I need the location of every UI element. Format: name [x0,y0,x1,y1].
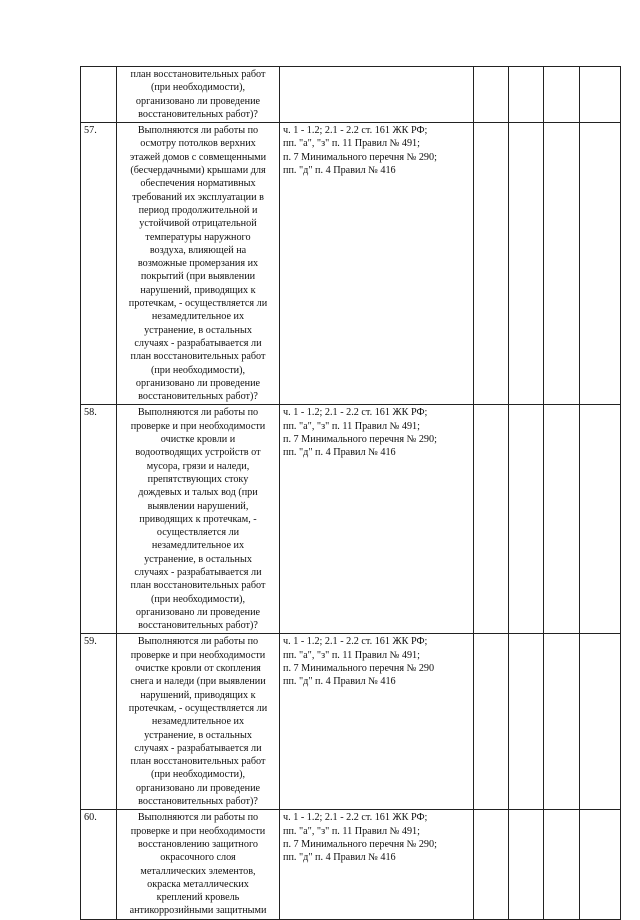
text-line: температуры наружного [145,231,251,243]
answer-cell-not-applicable[interactable] [544,405,580,634]
text-line: требований их эксплуатации в [132,191,264,203]
text-line: металлических элементов, [140,865,256,877]
text-line: Выполняются ли работы по [137,636,259,648]
answer-cell-yes[interactable] [474,405,509,634]
text-line: протечкам, - осуществляется ли [128,702,268,714]
text-line: пп. "а", "з" п. 11 Правил № 491; [283,825,420,837]
text-line: восстановительных работ)? [138,796,258,808]
text-line: Выполняются ли работы по [137,125,259,137]
text-line: окраска металлических [147,878,249,890]
table-row [81,123,621,405]
text-line: антикоррозийными защитными [129,905,267,917]
text-line: незамедлительное их [151,540,245,552]
text-line: устранение, в остальных [144,553,252,565]
answer-cell-yes[interactable] [474,67,509,123]
text-line: выявлении нарушений, [147,500,249,512]
text-line: (бесчердачными) крышами для [130,165,266,177]
text-line: креплений кровель [156,892,240,904]
text-line: очистке кровли от скопления [135,663,261,675]
text-line: воздуха, влияющей на [149,244,247,256]
text-line: пп. "а", "з" п. 11 Правил № 491; [283,138,420,150]
text-line: организовано ли проведение [135,606,261,618]
text-line: возможные промерзания их [137,258,259,270]
text-line: план восстановительных работ [130,580,266,592]
question-cell [117,405,280,634]
answer-cell-no[interactable] [509,405,544,634]
text-line: пп. "д" п. 4 Правил № 416 [283,676,396,688]
text-line: ч. 1 - 1.2; 2.1 - 2.2 ст. 161 ЖК РФ; [283,407,428,419]
text-line: проверке и при необходимости [130,825,266,837]
note-cell[interactable] [580,810,621,919]
text-line: Выполняются ли работы по [137,407,259,419]
text-line: протечкам, - осуществляется ли [128,298,268,310]
text-line: Выполняются ли работы по [137,812,259,824]
text-line: очистке кровли и [160,434,236,446]
text-line: препятствующих стоку [147,473,249,485]
text-line: (при необходимости), [150,593,246,605]
text-line: проверке и при необходимости [130,420,266,432]
note-cell[interactable] [580,634,621,810]
text-line: (при необходимости), [150,364,246,376]
answer-cell-not-applicable[interactable] [544,123,580,405]
text-line: пп. "а", "з" п. 11 Правил № 491; [283,649,420,661]
text-line: случаях - разрабатывается ли [134,742,262,754]
answer-cell-no[interactable] [509,810,544,919]
text-line: (при необходимости), [150,82,246,94]
text-line: пп. "а", "з" п. 11 Правил № 491; [283,420,420,432]
text-line: окрасочного слоя [160,852,236,864]
text-line: случаях - разрабатывается ли [134,337,262,349]
note-cell[interactable] [580,123,621,405]
answer-cell-not-applicable[interactable] [544,810,580,919]
note-cell[interactable] [580,67,621,123]
legal-reference-cell [280,67,474,123]
text-line: обеспечения нормативных [140,178,256,190]
text-line: восстановительных работ)? [138,108,258,120]
text-line: этажей домов с совмещенными [129,151,267,163]
legal-reference-cell [280,123,474,405]
text-line: нарушений, приводящих к [140,284,256,296]
text-line: покрытий (при выявлении [140,271,256,283]
question-cell [117,123,280,405]
text-line: ч. 1 - 1.2; 2.1 - 2.2 ст. 161 ЖК РФ; [283,812,428,824]
text-line: устранение, в остальных [144,729,252,741]
table-row [81,810,621,919]
text-line: организовано ли проведение [135,782,261,794]
text-line: (при необходимости), [150,769,246,781]
row-number: 58. [81,405,117,634]
note-cell[interactable] [580,405,621,634]
table-row [81,405,621,634]
text-line: дождевых и талых вод (при [138,487,258,499]
text-line: осмотру потолков верхних [140,138,256,150]
text-line: ч. 1 - 1.2; 2.1 - 2.2 ст. 161 ЖК РФ; [283,125,428,137]
text-line: пп. "д" п. 4 Правил № 416 [283,165,396,177]
question-cell [117,810,280,919]
text-line: п. 7 Минимального перечня № 290; [283,838,437,850]
text-line: незамедлительное их [151,716,245,728]
text-line: ч. 1 - 1.2; 2.1 - 2.2 ст. 161 ЖК РФ; [283,636,428,648]
answer-cell-not-applicable[interactable] [544,634,580,810]
text-line: водоотводящих устройств от [135,447,261,459]
text-line: осуществляется ли [156,527,240,539]
text-line: период продолжительной и [138,204,258,216]
text-line: случаях - разрабатывается ли [134,566,262,578]
text-line: п. 7 Минимального перечня № 290; [283,151,437,163]
text-line: устойчивой отрицательной [139,218,257,230]
legal-reference-cell [280,634,474,810]
text-line: восстановительных работ)? [138,391,258,403]
text-line: восстановлению защитного [138,838,258,850]
table-row [81,67,621,123]
question-cell [117,634,280,810]
text-line: устранение, в остальных [144,324,252,336]
row-number: 59. [81,634,117,810]
row-number: 60. [81,810,117,919]
table-row [81,634,621,810]
legal-reference-cell [280,405,474,634]
answer-cell-not-applicable[interactable] [544,67,580,123]
checklist-rows [81,67,621,920]
text-line: снега и наледи (при выявлении [130,676,266,688]
text-line: мусора, грязи и наледи, [146,460,250,472]
text-line: организовано ли проведение [135,95,261,107]
text-line: п. 7 Минимального перечня № 290; [283,434,437,446]
text-line: организовано ли проведение [135,377,261,389]
answer-cell-no[interactable] [509,67,544,123]
text-line: нарушений, приводящих к [140,689,256,701]
text-line: пп. "д" п. 4 Правил № 416 [283,447,396,459]
checklist-table [80,66,621,920]
text-line: пп. "д" п. 4 Правил № 416 [283,852,396,864]
text-line: проверке и при необходимости [130,649,266,661]
text-line: п. 7 Минимального перечня № 290 [283,663,435,675]
answer-cell-yes[interactable] [474,634,509,810]
text-line: незамедлительное их [151,311,245,323]
answer-cell-no[interactable] [509,123,544,405]
text-line: приводящих к протечкам, - [139,513,257,525]
answer-cell-yes[interactable] [474,123,509,405]
question-cell [117,67,280,123]
legal-reference-cell [280,810,474,919]
text-line: восстановительных работ)? [138,620,258,632]
row-number: 57. [81,123,117,405]
answer-cell-yes[interactable] [474,810,509,919]
row-number [81,67,117,123]
text-line: план восстановительных работ [130,351,266,363]
answer-cell-no[interactable] [509,634,544,810]
text-line: план восстановительных работ [130,69,266,80]
text-line: план восстановительных работ [130,756,266,768]
